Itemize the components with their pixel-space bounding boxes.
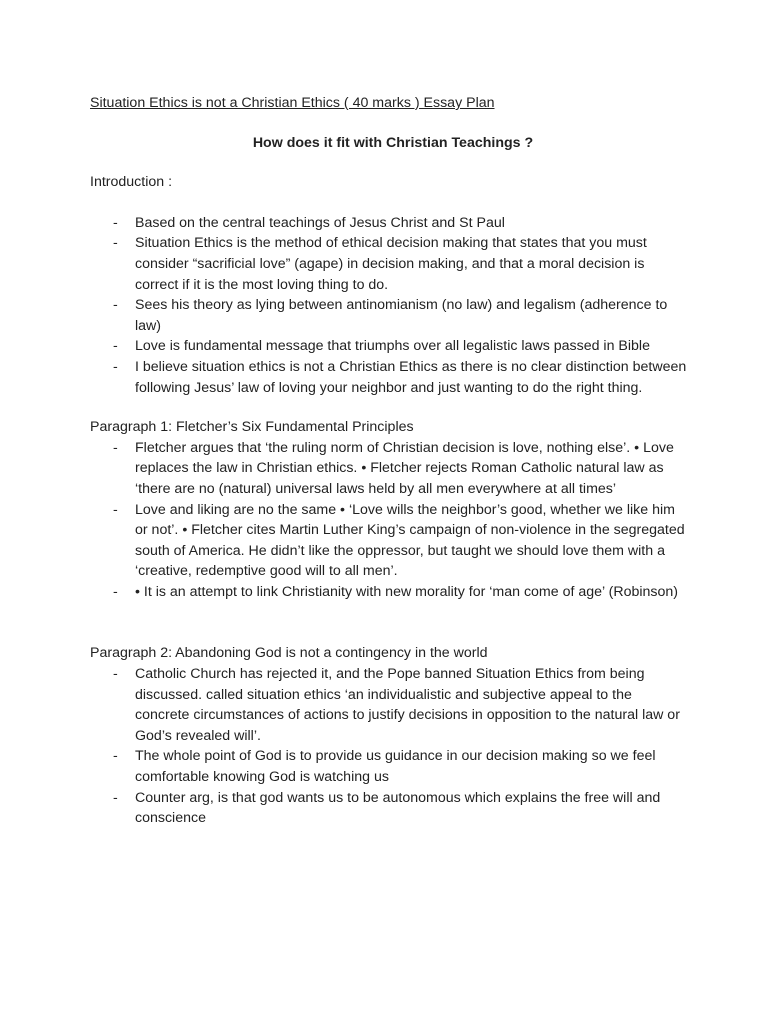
list-item-text: Based on the central teachings of Jesus Christ and St Paul (135, 214, 505, 231)
list-item-text: Situation Ethics is the method of ethical decision making that states that you must consider “sacrificial love” (agape) in decision making, and that a moral decision is correct if it is the most loving thing to do. (135, 235, 647, 293)
list-item (90, 213, 688, 234)
list-item-text: • It is an attempt to link Christianity with new morality for ‘man come of age’ (Robinson) (135, 583, 678, 600)
list-item-text: Fletcher argues that ‘the ruling norm of Christian decision is love, nothing else’. • Love replaces the law in Christian ethics. • Fletcher rejects Roman Catholic natural law as ‘there are no (natural) universal laws held by all men everywhere at all times’ (135, 439, 674, 497)
dash-bullet: - (113, 214, 118, 231)
list-item-text: I believe situation ethics is not a Christian Ethics as there is no clear distinction between following Jesus’ law of loving your neighbor and just wanting to do the right thing. (135, 358, 687, 396)
dash-bullet: - (113, 358, 118, 375)
list-item-text: Counter arg, is that god wants us to be autonomous which explains the free will and conscience (135, 789, 661, 827)
dash-bullet: - (113, 583, 118, 600)
list-item (90, 233, 688, 295)
list-item (90, 500, 688, 582)
document-subtitle: How does it fit with Christian Teachings ? (252, 134, 534, 151)
dash-bullet: - (113, 235, 118, 252)
section-heading-paragraph-2: Paragraph 2: Abandoning God is not a contingency in the world (90, 645, 488, 662)
list-item-text: The whole point of God is to provide us guidance in our decision making so we feel comfortable knowing God is watching us (135, 748, 656, 786)
list-item (90, 336, 688, 357)
dash-bullet: - (113, 338, 118, 355)
section-heading-paragraph-1: Paragraph 1: Fletcher’s Six Fundamental Principles (90, 419, 414, 436)
dash-bullet: - (113, 297, 118, 314)
list-item-text: Catholic Church has rejected it, and the Pope banned Situation Ethics from being discussed. called situation ethics ‘an individualistic and subjective appeal to the concrete circumstances of actions to justify decisions in opposition to the natural law or God’s revealed will’. (135, 666, 680, 744)
dash-bullet: - (113, 666, 118, 683)
list-item-text: Sees his theory as lying between antinomianism (no law) and legalism (adherence to law) (135, 297, 668, 334)
document-title: Situation Ethics is not a Christian Ethics ( 40 marks ) Essay Plan (90, 95, 495, 111)
introduction-list (90, 213, 688, 398)
paragraph-2-list (90, 664, 688, 829)
dash-bullet: - (113, 748, 118, 765)
list-item-text: Love and liking are no the same • ‘Love wills the neighbor’s good, whether we like him or not’. • Fletcher cites Martin Luther King’s campaign of non-violence in the segregated south of America. He didn’t like the oppressor, but taught we should love them with a ‘creative, redemptive good will to all men’. (135, 501, 685, 580)
dash-bullet: - (113, 789, 118, 806)
list-item (90, 582, 688, 603)
paragraph-1-list (90, 438, 688, 603)
list-item (90, 788, 688, 829)
list-item (90, 438, 688, 500)
list-item (90, 295, 688, 336)
dash-bullet: - (113, 501, 118, 518)
list-item-text: Love is fundamental message that triumphs over all legalistic laws passed in Bible (135, 338, 650, 355)
dash-bullet: - (113, 439, 118, 456)
list-item (90, 746, 688, 787)
section-heading-introduction: Introduction : (90, 174, 173, 191)
list-item (90, 357, 688, 398)
list-item (90, 664, 688, 746)
